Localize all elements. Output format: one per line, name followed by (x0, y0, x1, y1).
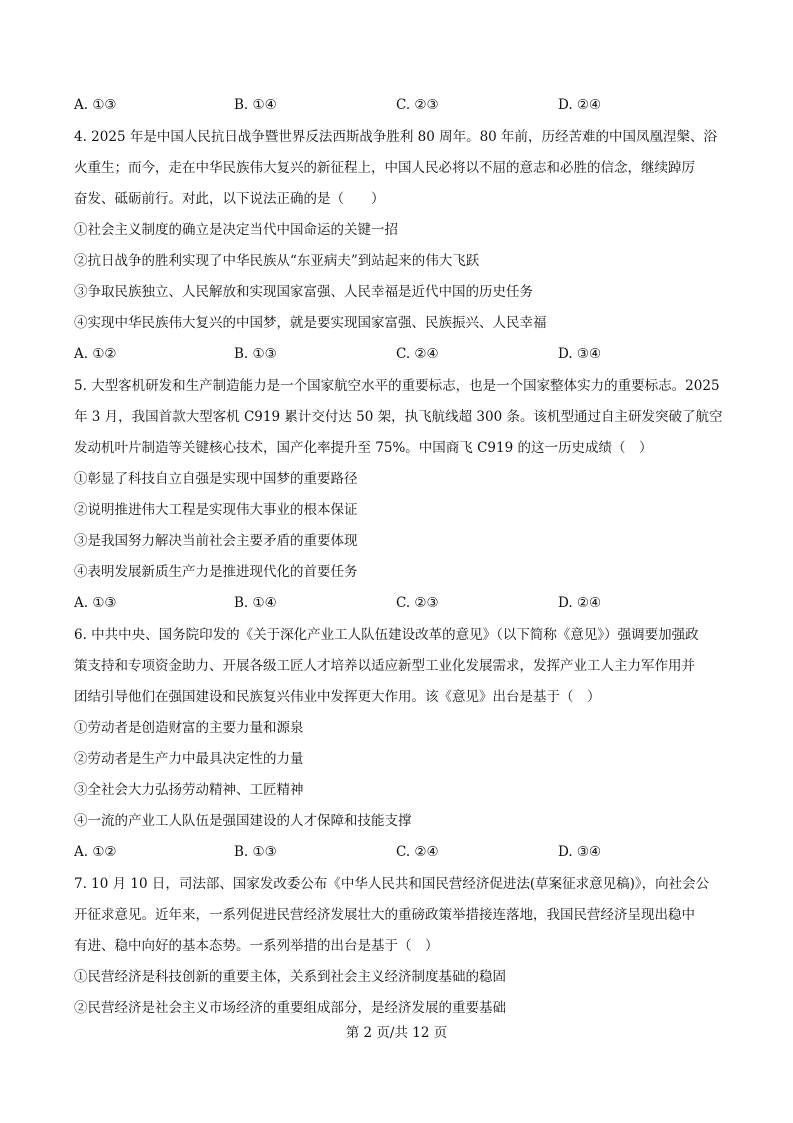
option-d: D. ③④ (558, 844, 602, 860)
option-c: C. ②④ (396, 346, 439, 362)
option-a: A. ①② (74, 844, 117, 860)
q4-item-1: ①社会主义制度的确立是决定当代中国命运的关键一招 (74, 222, 398, 238)
option-b: B. ①③ (234, 346, 277, 362)
option-d: D. ③④ (558, 346, 602, 362)
q4-item-3: ③争取民族独立、人民解放和实现国家富强、人民幸福是近代中国的历史任务 (74, 284, 533, 300)
q4-stem-line-3: 奋发、砥砺前行。对此，以下说法正确的是（ ） (74, 191, 385, 207)
q5-item-4: ④表明发展新质生产力是推进现代化的首要任务 (74, 564, 358, 580)
q5-stem-line-3: 发动机叶片制造等关键核心技术，国产化率提升至 75%。中国商飞 C919 的这一历史成绩（ ） (74, 440, 653, 456)
q4-item-4: ④实现中华民族伟大复兴的中国梦，就是要实现国家富强、民族振兴、人民幸福 (74, 315, 547, 331)
option-c: C. ②④ (396, 844, 439, 860)
options-row-prev (74, 96, 724, 114)
q5-options (74, 594, 724, 612)
option-b: B. ①③ (234, 844, 277, 860)
option-d: D. ②④ (558, 595, 602, 611)
q5-item-3: ③是我国努力解决当前社会主要矛盾的重要体现 (74, 533, 358, 549)
q7-item-1: ①民营经济是科技创新的重要主体，关系到社会主义经济制度基础的稳固 (74, 969, 506, 985)
option-b: B. ①④ (234, 97, 277, 113)
page-number-footer: 第 2 页/共 12 页 (345, 1025, 448, 1041)
q6-item-1: ①劳动者是创造财富的主要力量和源泉 (74, 720, 304, 736)
q4-item-2: ②抗日战争的胜利实现了中华民族从“东亚病夫”到站起来的伟大飞跃 (74, 253, 480, 269)
option-d: D. ②④ (558, 97, 602, 113)
q5-stem-line-1: 5. 大型客机研发和生产制造能力是一个国家航空水平的重要标志，也是一个国家整体实力的重要标志。2025 (74, 378, 720, 394)
q5-item-2: ②说明推进伟大工程是实现伟大事业的根本保证 (74, 502, 358, 518)
q7-stem-line-3: 有进、稳中向好的基本态势。一系列举措的出台是基于（ ） (74, 938, 439, 954)
q6-item-3: ③全社会大力弘扬劳动精神、工匠精神 (74, 782, 304, 798)
q7-item-2: ②民营经济是社会主义市场经济的重要组成部分，是经济发展的重要基础 (74, 1000, 506, 1016)
q6-stem-line-1: 6. 中共中央、国务院印发的《关于深化产业工人队伍建设改革的意见》（以下简称《意见》）强调要加强政 (74, 627, 699, 643)
option-a: A. ①③ (74, 97, 117, 113)
q4-stem-line-2: 火重生；而今，走在中华民族伟大复兴的新征程上，中国人民必将以不屈的意志和必胜的信念，继续踔厉 (74, 160, 695, 176)
option-a: A. ①② (74, 346, 117, 362)
option-b: B. ①④ (234, 595, 277, 611)
q7-stem-line-1: 7. 10 月 10 日，司法部、国家发改委公布《中华人民共和国民营经济促进法(草案征求意见稿)》，向社会公 (74, 876, 710, 892)
q6-options (74, 843, 724, 861)
option-c: C. ②③ (396, 595, 439, 611)
q4-stem-line-1: 4. 2025 年是中国人民抗日战争暨世界反法西斯战争胜利 80 周年。80 年前，历经苦难的中国凤凰涅槃、浴 (74, 129, 718, 145)
q7-stem-line-2: 开征求意见。近年来，一系列促进民营经济发展壮大的重磅政策举措接连落地，我国民营经济呈现出稳中 (74, 907, 695, 923)
q6-item-4: ④一流的产业工人队伍是强国建设的人才保障和技能支撑 (74, 813, 412, 829)
q4-options (74, 345, 724, 363)
q5-stem-line-2: 年 3 月，我国首款大型客机 C919 累计交付达 50 架，执飞航线超 300 条。该机型通过自主研发突破了航空 (74, 409, 723, 425)
q5-item-1: ①彰显了科技自立自强是实现中国梦的重要路径 (74, 471, 358, 487)
q6-stem-line-2: 策支持和专项资金助力、开展各级工匠人才培养以适应新型工业化发展需求，发挥产业工人主力军作用并 (74, 658, 695, 674)
q6-stem-line-3: 团结引导他们在强国建设和民族复兴伟业中发挥更大作用。该《意见》出台是基于（ ） (74, 689, 601, 705)
q6-item-2: ②劳动者是生产力中最具决定性的力量 (74, 751, 304, 767)
option-a: A. ①③ (74, 595, 117, 611)
option-c: C. ②③ (396, 97, 439, 113)
